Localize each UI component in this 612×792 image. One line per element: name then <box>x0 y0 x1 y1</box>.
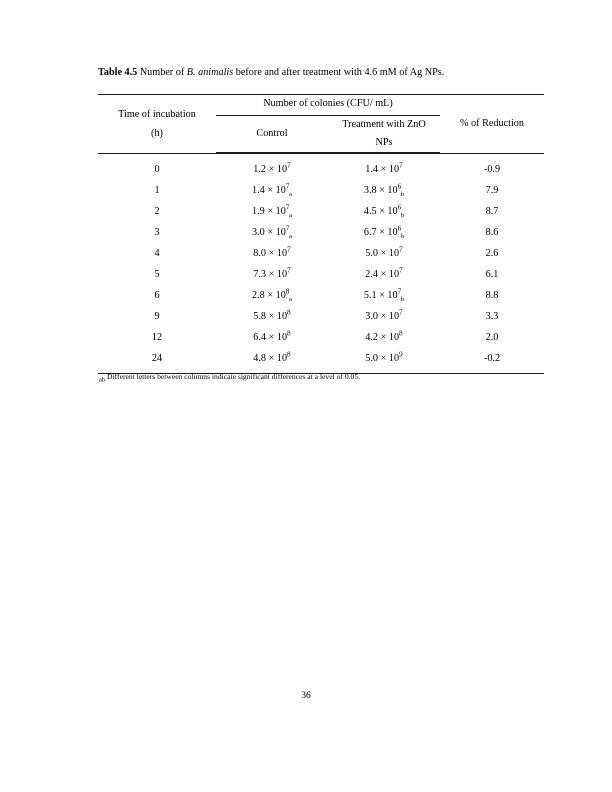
cell-control-value-significance-letter: a <box>288 233 292 241</box>
header-number-of-colonies <box>216 95 440 117</box>
table-row <box>98 180 544 201</box>
footnote-marker: ab <box>99 376 106 384</box>
cell-percent-reduction: 3.3 <box>485 311 499 322</box>
cell-control-value-exponent: 7 <box>287 160 291 170</box>
cell-control-value: $6.4 \times 10^8$ <box>253 328 291 343</box>
cell-control-value: $2.8 \times 10^8_a$ <box>252 286 292 304</box>
cell-treatment-value: $3.0 \times 10^7$ <box>365 307 403 322</box>
cell-control-value-exponent: 7 <box>285 181 290 191</box>
cell-percent-reduction: 2.6 <box>485 248 499 259</box>
cell-treatment-value-significance-letter: b <box>400 296 405 304</box>
header-group-label: Number of colonies (CFU/ mL) <box>263 98 393 109</box>
cell-control-value: $1.2 \times 10^7$ <box>253 160 291 175</box>
page-number: 36 <box>301 690 311 701</box>
table-header <box>98 95 544 154</box>
cell-treatment-value-exponent: 7 <box>399 244 403 254</box>
cell-treatment-value-significance-letter: b <box>400 233 405 241</box>
cell-control-value: $1.9 \times 10^7_a$ <box>252 202 292 220</box>
cell-treatment-value: $5.1 \times 10^7_b$ <box>363 286 405 304</box>
cell-time-of-incubation: 1 <box>154 185 160 196</box>
cell-treatment-value-exponent: 6 <box>397 181 402 191</box>
cell-time-of-incubation: 3 <box>154 227 160 238</box>
cell-treatment-value: $6.7 \times 10^6_b$ <box>363 223 405 241</box>
header-time-of-incubation <box>98 95 216 153</box>
cell-time-of-incubation: 0 <box>154 164 160 175</box>
cell-control-value: $8.0 \times 10^7$ <box>253 244 291 259</box>
header-row-group <box>98 95 544 117</box>
cell-treatment-value-exponent: 6 <box>397 202 402 212</box>
cell-percent-reduction: 6.1 <box>485 269 499 280</box>
table-row <box>98 348 544 373</box>
table-caption <box>98 66 544 80</box>
cell-percent-reduction: 8.6 <box>485 227 499 238</box>
cell-control-value-significance-letter: a <box>288 212 292 220</box>
cell-percent-reduction: 8.7 <box>485 206 499 217</box>
cell-treatment-value: $5.0 \times 10^9$ <box>365 349 403 364</box>
table-caption-text-after: before and after treatment with 4.6 mM of Ag NPs. <box>233 67 445 78</box>
header-treatment-zno-nps <box>328 116 440 153</box>
cell-control-value-exponent: 8 <box>287 307 291 317</box>
table-body <box>98 154 544 374</box>
header-treatment-line2: NPs <box>375 137 393 148</box>
cell-control-value-exponent: 8 <box>287 349 291 359</box>
cell-control-value-significance-letter: a <box>288 191 292 199</box>
cell-percent-reduction: -0.9 <box>483 164 501 175</box>
cell-control-value-exponent: 8 <box>287 328 291 338</box>
cell-time-of-incubation: 9 <box>154 311 160 322</box>
cell-control-value: $3.0 \times 10^7_a$ <box>252 223 292 241</box>
cell-control-value: $4.8 \times 10^8$ <box>253 349 291 364</box>
cell-treatment-value-exponent: 7 <box>399 160 403 170</box>
header-control: Control <box>216 116 328 153</box>
cell-treatment-value-exponent: 9 <box>399 349 403 359</box>
cell-percent-reduction: -0.2 <box>483 353 501 364</box>
table-row <box>98 306 544 327</box>
footnote-text: Different letters between columns indicate significant differences at a level of 0.05. <box>105 372 361 381</box>
cell-treatment-value: $4.5 \times 10^6_b$ <box>363 202 405 220</box>
table-row <box>98 327 544 348</box>
cell-treatment-value: $3.8 \times 10^6_b$ <box>363 181 405 199</box>
header-treatment-line1: Treatment with ZnO <box>342 119 426 130</box>
cell-time-of-incubation: 2 <box>154 206 160 217</box>
cell-percent-reduction: 8.8 <box>485 290 499 301</box>
cell-treatment-value: $5.0 \times 10^7$ <box>365 244 403 259</box>
cell-time-of-incubation: 24 <box>151 353 163 364</box>
cell-control-value-exponent: 8 <box>285 286 290 296</box>
cell-treatment-value-exponent: 7 <box>399 265 403 275</box>
cell-treatment-value: $2.4 \times 10^7$ <box>365 265 403 280</box>
table-row <box>98 264 544 285</box>
cell-treatment-value-significance-letter: b <box>400 191 405 199</box>
cell-control-value: $7.3 \times 10^7$ <box>253 265 291 280</box>
table-footnote <box>99 371 545 382</box>
cell-control-value: $5.8 \times 10^8$ <box>253 307 291 322</box>
results-table <box>98 94 544 374</box>
table-container <box>98 94 544 374</box>
cell-treatment-value-exponent: 7 <box>399 307 403 317</box>
cell-percent-reduction: 2.0 <box>485 332 499 343</box>
cell-treatment-value-exponent: 7 <box>397 286 402 296</box>
cell-control-value-exponent: 7 <box>287 265 291 275</box>
cell-treatment-value-exponent: 8 <box>399 328 403 338</box>
cell-control-value-significance-letter: a <box>288 296 292 304</box>
cell-time-of-incubation: 4 <box>154 248 160 259</box>
table-caption-text-before: Number of <box>137 67 187 78</box>
cell-time-of-incubation: 5 <box>154 269 160 280</box>
table-row <box>98 285 544 306</box>
cell-treatment-value-significance-letter: b <box>400 212 405 220</box>
header-time-line2: (h) <box>151 127 163 139</box>
cell-percent-reduction: 7.9 <box>485 185 499 196</box>
cell-time-of-incubation: 6 <box>154 290 160 301</box>
cell-control-value-exponent: 7 <box>287 244 291 254</box>
cell-control-value-exponent: 7 <box>285 223 290 233</box>
cell-treatment-value-exponent: 6 <box>397 223 402 233</box>
table-row <box>98 222 544 243</box>
header-percent-reduction: % of Reduction <box>440 95 544 153</box>
table-row <box>98 201 544 222</box>
cell-control-value-exponent: 7 <box>285 202 290 212</box>
cell-treatment-value: $1.4 \times 10^7$ <box>365 160 403 175</box>
header-time-line1: Time of incubation <box>118 108 196 120</box>
table-caption-species: B. animalis <box>186 67 234 78</box>
cell-time-of-incubation: 12 <box>151 332 163 343</box>
cell-control-value: $1.4 \times 10^7_a$ <box>252 181 292 199</box>
table-row <box>98 243 544 264</box>
table-caption-label: Table 4.5 <box>98 67 138 78</box>
cell-treatment-value: $4.2 \times 10^8$ <box>365 328 403 343</box>
table-row <box>98 154 544 181</box>
